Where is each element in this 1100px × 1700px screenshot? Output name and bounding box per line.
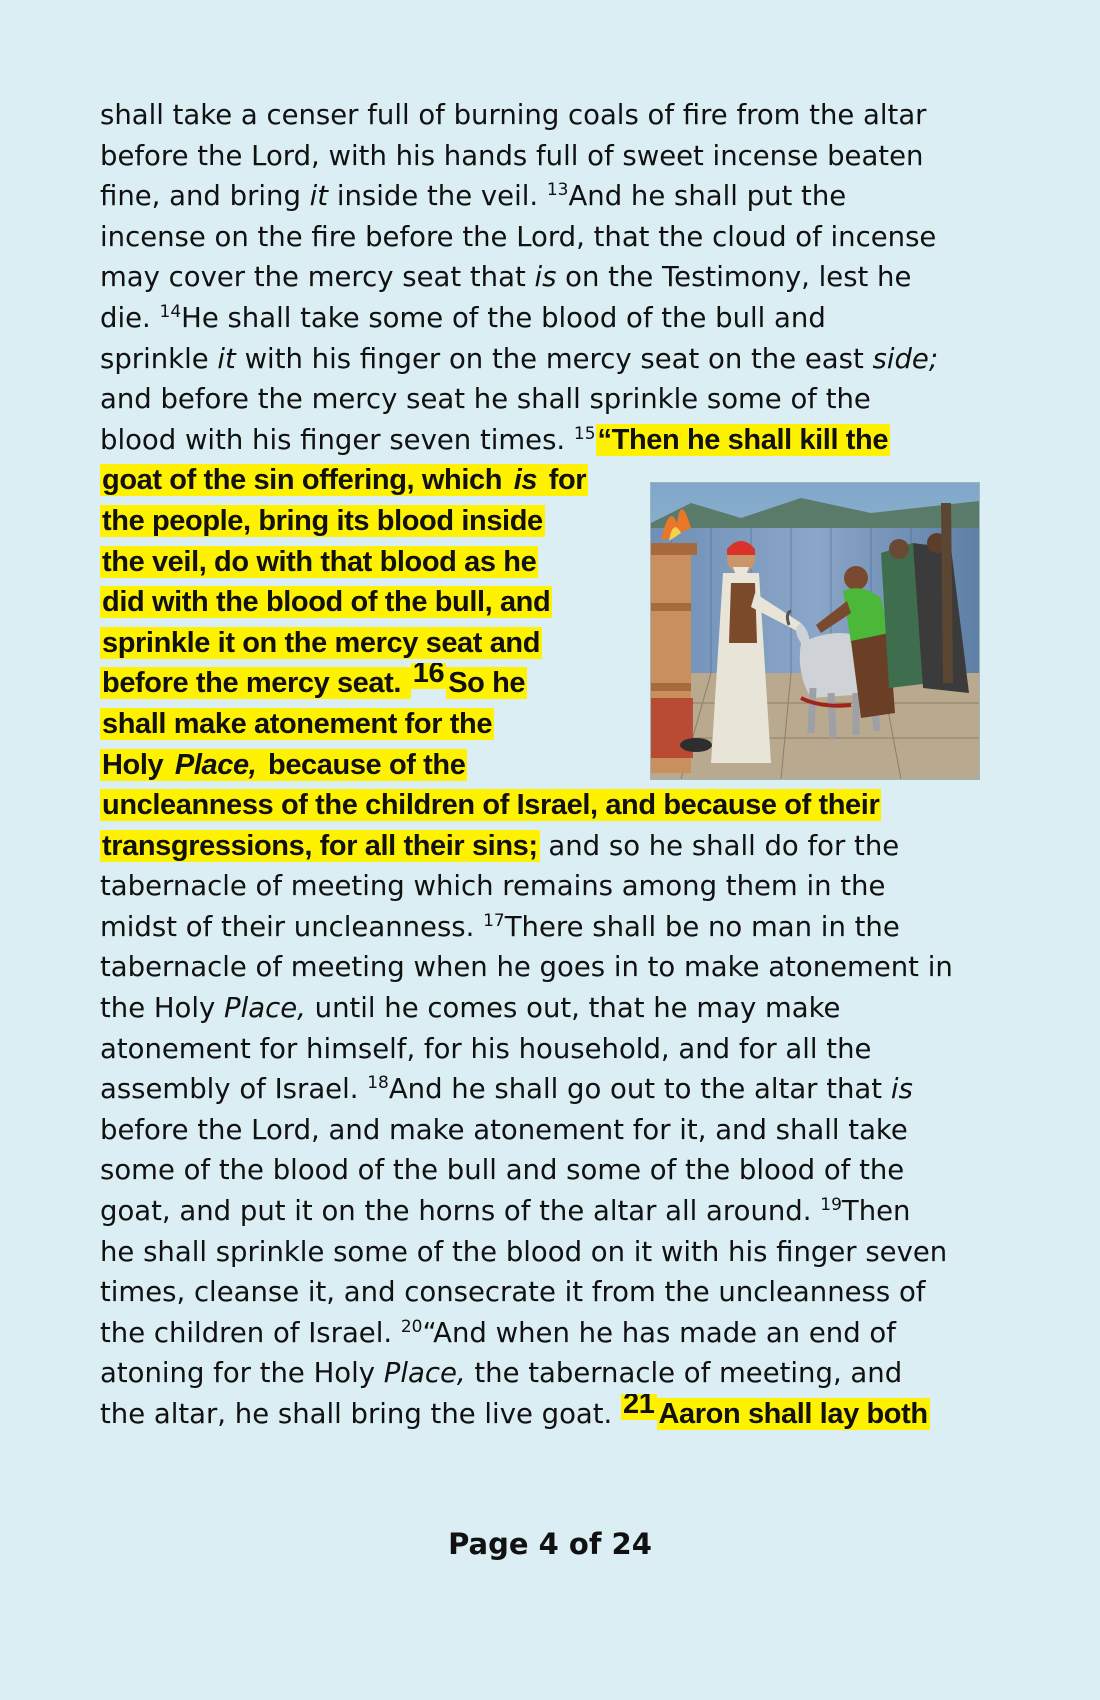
highlighted-text: Holy [102,748,171,781]
verse-number: 17 [483,910,505,931]
text-segment: the Holy [100,992,225,1025]
text-segment: some of the blood of the bull and some of the blood of the [100,1154,905,1187]
text-segment: And he shall put the [568,180,847,213]
highlighted-text: for [541,464,587,497]
text-segment: and before the mercy seat he shall sprinkle some of the [100,383,871,416]
text-line [100,785,1005,826]
text-segment: side; [872,342,939,375]
text-line [100,866,1005,907]
text-segment: with his finger on the mercy seat on the east [235,342,873,375]
text-line [100,1232,1005,1273]
text-line [100,1150,1005,1191]
text-line [100,1029,1005,1070]
highlighted-text: So he [448,667,526,700]
text-segment: sprinkle [100,342,218,375]
verse-number: 15 [573,423,596,444]
text-segment: Place, [383,1357,466,1390]
verse-number: 14 [159,301,182,322]
text-segment: the altar, he shall bring the live goat. [100,1398,622,1430]
text-segment: assembly of Israel. [100,1073,368,1106]
text-line [100,339,1005,380]
text-line [100,1313,1005,1354]
text-segment: the children of Israel. [100,1316,401,1349]
text-segment: fine, and bring [100,180,310,213]
page-number: Page 4 of 24 [448,1527,652,1561]
text-segment: inside the veil. [328,180,547,213]
text-segment: before the Lord, and make atonement for it, and shall take [100,1113,908,1146]
text-line [100,826,1005,867]
illustration-priest-sacrificing-goat [650,482,980,780]
text-segment: Then [841,1195,911,1228]
text-segment: on the Testimony, lest he [556,261,912,294]
highlighted-text: shall make atonement for the [102,707,493,740]
verse-number: 18 [367,1073,389,1094]
text-segment: is [534,261,557,294]
text-segment: He shall take some of the blood of the bull and [181,301,826,334]
text-segment: midst of their uncleanness. [100,910,484,943]
text-segment: it [309,180,329,213]
illustration-icon [651,483,979,779]
text-segment: times, cleanse it, and consecrate it from the uncleanness of [100,1276,926,1309]
text-segment: tabernacle of meeting when he goes in to make atonement in [100,951,953,984]
highlighted-text: did with the blood of the bull, and [102,586,551,619]
text-segment: And he shall go out to the altar that [388,1073,891,1106]
text-line [100,379,1005,420]
highlighted-text: Place, [174,748,257,781]
text-segment: is [890,1073,913,1106]
text-segment: incense on the fire before the Lord, that the cloud of incense [100,220,937,253]
text-segment: it [217,342,236,375]
text-segment: and so he shall do for the [539,829,900,862]
text-line [100,420,1005,461]
text-line [100,947,1005,988]
text-line [100,1272,1005,1313]
text-segment: he shall sprinkle some of the blood on it with his finger seven [100,1235,948,1268]
text-line [100,95,1005,136]
text-line [100,1353,1005,1394]
highlighted-text: transgressions, for all their sins; [102,829,538,862]
text-segment: There shall be no man in the [504,910,900,943]
highlighted-text: goat of the sin offering, which [102,464,510,497]
text-line [100,176,1005,217]
text-segment: shall take a censer full of burning coals of fire from the altar [100,99,927,131]
text-line [100,1069,1005,1110]
highlighted-text: is [513,464,538,497]
text-segment: may cover the mercy seat that [100,261,535,294]
text-line [100,136,1005,177]
text-line [100,1110,1005,1151]
text-line [100,988,1005,1029]
text-line [100,907,1005,948]
highlighted-text: the veil, do with that blood as he [102,545,537,578]
text-line [100,298,1005,339]
verse-number: 13 [546,180,569,201]
text-segment: atoning for the Holy [100,1357,384,1390]
verse-number: 16 [411,663,446,689]
text-line [100,1394,1005,1435]
highlighted-text: the people, bring its blood inside [102,504,543,537]
highlighted-text: sprinkle it on the mercy seat and [102,626,541,659]
text-segment: tabernacle of meeting which remains among them in the [100,870,886,903]
text-segment: blood with his finger seven times. [100,423,574,456]
text-segment: “And when he has made an end of [422,1316,896,1349]
highlighted-text: because of the [260,748,466,781]
verse-number: 21 [621,1394,656,1420]
text-segment: atonement for himself, for his household, and for all the [100,1032,872,1065]
text-line [100,217,1005,258]
highlighted-text: “Then he shall kill the [597,423,889,456]
text-segment: the tabernacle of meeting, and [465,1357,903,1390]
highlighted-text: uncleanness of the children of Israel, and because of their [102,789,880,822]
text-line [100,1191,1005,1232]
highlighted-text: Aaron shall lay both [658,1398,928,1430]
verse-number: 20 [400,1316,423,1337]
highlighted-text: before the mercy seat. [102,667,409,700]
text-segment: Place, [224,992,306,1025]
text-segment: until he comes out, that he may make [305,992,841,1025]
verse-number: 19 [820,1195,842,1216]
text-segment: before the Lord, with his hands full of sweet incense beaten [100,139,924,172]
text-line [100,257,1005,298]
text-segment: goat, and put it on the horns of the altar all around. [100,1195,821,1228]
text-segment: die. [100,301,160,334]
